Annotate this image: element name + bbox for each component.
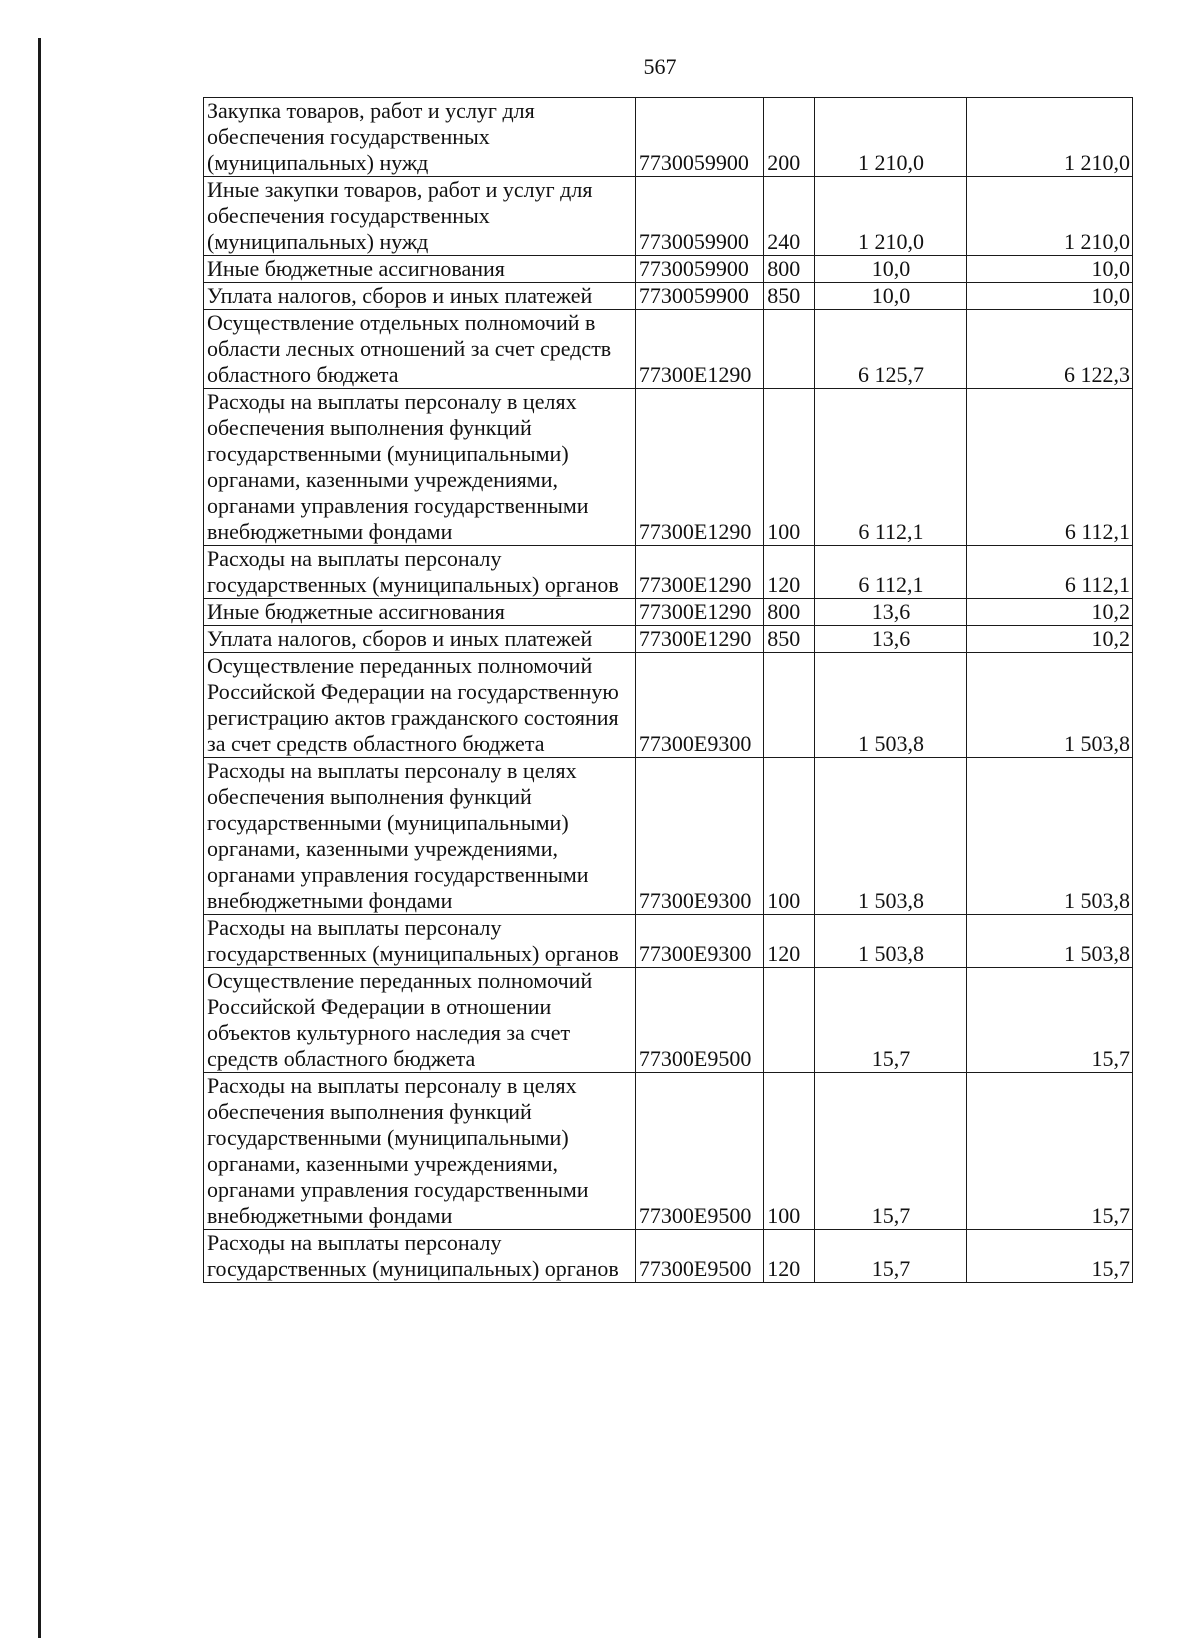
cell-target-article: 77300Е1290 (635, 310, 763, 389)
cell-amount-1: 15,7 (815, 1073, 966, 1230)
cell-amount-2: 15,7 (966, 1073, 1132, 1230)
cell-amount-2: 15,7 (966, 968, 1132, 1073)
cell-target-article: 7730059900 (635, 256, 763, 283)
cell-expense-name: Иные бюджетные ассигнования (204, 256, 636, 283)
cell-expense-type: 100 (764, 389, 815, 546)
cell-target-article: 77300Е9500 (635, 1230, 763, 1283)
cell-expense-type (764, 968, 815, 1073)
page-number: 567 (643, 54, 677, 79)
cell-amount-1: 13,6 (815, 599, 966, 626)
cell-target-article: 7730059900 (635, 283, 763, 310)
cell-expense-name: Расходы на выплаты персоналу в целях обеспечения выполнения функций государственными (муниципальными) органами, казенными учреждениями, органами управления государственными внебюджетными фондами (204, 1073, 636, 1230)
cell-amount-1: 10,0 (815, 283, 966, 310)
budget-table (203, 97, 1133, 1283)
cell-amount-1: 1 503,8 (815, 758, 966, 915)
cell-target-article: 77300Е9500 (635, 1073, 763, 1230)
cell-expense-name: Закупка товаров, работ и услуг для обеспечения государственных (муниципальных) нужд (204, 98, 636, 177)
cell-amount-2: 1 210,0 (966, 98, 1132, 177)
table-row (204, 599, 1133, 626)
cell-expense-name: Расходы на выплаты персоналу в целях обеспечения выполнения функций государственными (муниципальными) органами, казенными учреждениями, органами управления государственными внебюджетными фондами (204, 389, 636, 546)
cell-expense-name: Иные закупки товаров, работ и услуг для обеспечения государственных (муниципальных) нужд (204, 177, 636, 256)
cell-target-article: 77300Е9300 (635, 915, 763, 968)
cell-expense-name: Осуществление отдельных полномочий в области лесных отношений за счет средств областного бюджета (204, 310, 636, 389)
table-row (204, 256, 1133, 283)
cell-target-article: 77300Е9300 (635, 758, 763, 915)
cell-expense-type: 120 (764, 1230, 815, 1283)
cell-expense-type: 120 (764, 915, 815, 968)
cell-amount-1: 10,0 (815, 256, 966, 283)
table-row (204, 626, 1133, 653)
cell-expense-type: 800 (764, 599, 815, 626)
cell-amount-1: 1 210,0 (815, 98, 966, 177)
cell-expense-type: 800 (764, 256, 815, 283)
cell-expense-type: 100 (764, 758, 815, 915)
cell-amount-2: 15,7 (966, 1230, 1132, 1283)
table-row (204, 98, 1133, 177)
cell-amount-2: 10,0 (966, 283, 1132, 310)
cell-target-article: 77300Е9500 (635, 968, 763, 1073)
cell-amount-1: 1 210,0 (815, 177, 966, 256)
table-row (204, 546, 1133, 599)
cell-amount-1: 1 503,8 (815, 653, 966, 758)
cell-expense-type (764, 653, 815, 758)
table-row (204, 283, 1133, 310)
cell-expense-name: Уплата налогов, сборов и иных платежей (204, 283, 636, 310)
cell-amount-2: 1 503,8 (966, 653, 1132, 758)
cell-target-article: 77300Е9300 (635, 653, 763, 758)
table-row (204, 177, 1133, 256)
budget-table-body (204, 98, 1133, 1283)
table-row (204, 389, 1133, 546)
cell-target-article: 77300Е1290 (635, 546, 763, 599)
cell-expense-type: 850 (764, 626, 815, 653)
cell-expense-name: Осуществление переданных полномочий Российской Федерации в отношении объектов культурного наследия за счет средств областного бюджета (204, 968, 636, 1073)
table-row (204, 653, 1133, 758)
cell-expense-type: 850 (764, 283, 815, 310)
cell-amount-1: 13,6 (815, 626, 966, 653)
table-row (204, 758, 1133, 915)
cell-expense-type: 200 (764, 98, 815, 177)
table-row (204, 310, 1133, 389)
cell-target-article: 77300Е1290 (635, 599, 763, 626)
cell-target-article: 77300Е1290 (635, 389, 763, 546)
cell-amount-2: 10,2 (966, 599, 1132, 626)
cell-amount-1: 15,7 (815, 968, 966, 1073)
cell-target-article: 7730059900 (635, 177, 763, 256)
cell-expense-name: Расходы на выплаты персоналу в целях обеспечения выполнения функций государственными (муниципальными) органами, казенными учреждениями, органами управления государственными внебюджетными фондами (204, 758, 636, 915)
cell-amount-2: 10,0 (966, 256, 1132, 283)
cell-amount-2: 6 112,1 (966, 389, 1132, 546)
binding-edge-line (38, 38, 41, 1638)
cell-amount-2: 1 503,8 (966, 758, 1132, 915)
cell-target-article: 7730059900 (635, 98, 763, 177)
cell-expense-name: Осуществление переданных полномочий Российской Федерации на государственную регистрацию актов гражданского состояния за счет средств областного бюджета (204, 653, 636, 758)
cell-target-article: 77300Е1290 (635, 626, 763, 653)
cell-amount-2: 1 503,8 (966, 915, 1132, 968)
cell-amount-2: 6 122,3 (966, 310, 1132, 389)
cell-expense-name: Расходы на выплаты персоналу государственных (муниципальных) органов (204, 546, 636, 599)
cell-expense-type: 100 (764, 1073, 815, 1230)
cell-amount-2: 10,2 (966, 626, 1132, 653)
cell-amount-1: 6 112,1 (815, 389, 966, 546)
cell-expense-type: 240 (764, 177, 815, 256)
table-row (204, 968, 1133, 1073)
cell-amount-1: 1 503,8 (815, 915, 966, 968)
cell-amount-1: 15,7 (815, 1230, 966, 1283)
cell-amount-2: 6 112,1 (966, 546, 1132, 599)
cell-amount-1: 6 125,7 (815, 310, 966, 389)
cell-expense-type (764, 310, 815, 389)
table-row (204, 1073, 1133, 1230)
cell-expense-name: Расходы на выплаты персоналу государственных (муниципальных) органов (204, 915, 636, 968)
cell-expense-name: Уплата налогов, сборов и иных платежей (204, 626, 636, 653)
cell-amount-1: 6 112,1 (815, 546, 966, 599)
cell-expense-name: Иные бюджетные ассигнования (204, 599, 636, 626)
table-row (204, 915, 1133, 968)
cell-expense-name: Расходы на выплаты персоналу государственных (муниципальных) органов (204, 1230, 636, 1283)
table-row (204, 1230, 1133, 1283)
cell-expense-type: 120 (764, 546, 815, 599)
cell-amount-2: 1 210,0 (966, 177, 1132, 256)
